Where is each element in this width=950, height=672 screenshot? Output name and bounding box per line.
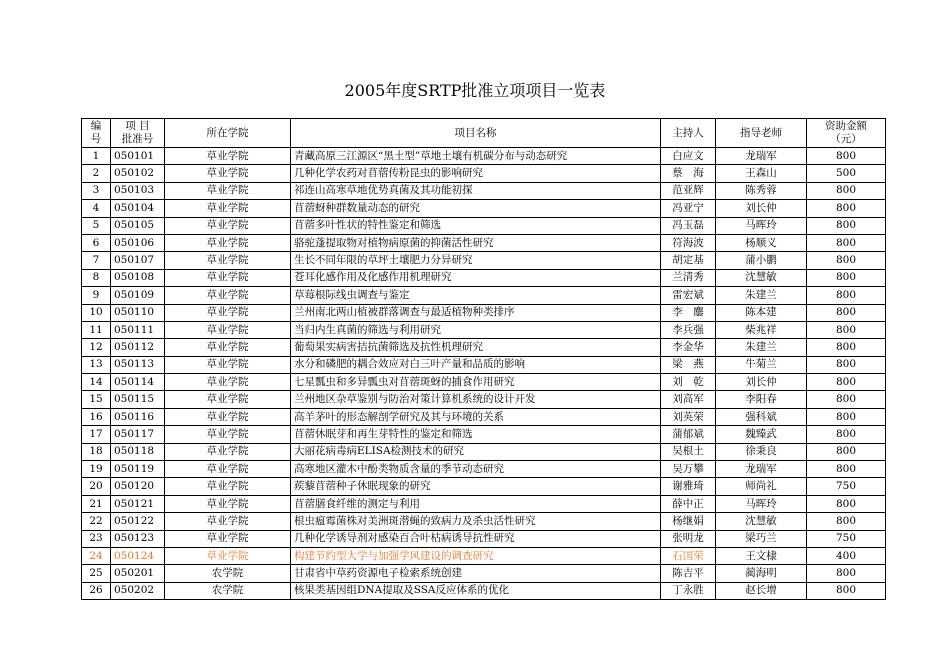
project-name: 青藏高原三江源区“黑土型”草地土壤有机碳分布与动态研究 bbox=[291, 148, 661, 165]
row-number: 22 bbox=[82, 513, 111, 530]
advisor-name: 牛菊兰 bbox=[716, 356, 807, 373]
advisor-name: 沈慧敏 bbox=[716, 513, 807, 530]
advisor-name: 陈秀蓉 bbox=[716, 182, 807, 199]
fund-amount: 800 bbox=[807, 200, 886, 217]
project-leader: 谢雅琦 bbox=[661, 478, 716, 495]
project-name: 葡萄果实病害拮抗菌筛选及抗性机理研究 bbox=[291, 339, 661, 356]
project-name: 当归内生真菌的筛选与利用研究 bbox=[291, 321, 661, 338]
advisor-name: 刘长仲 bbox=[716, 200, 807, 217]
college-name: 草业学院 bbox=[165, 461, 291, 478]
table-header-row bbox=[82, 119, 886, 148]
table-row bbox=[82, 321, 886, 338]
project-leader: 刘高军 bbox=[661, 391, 716, 408]
fund-amount: 800 bbox=[807, 391, 886, 408]
row-number: 4 bbox=[82, 200, 111, 217]
project-leader: 吴万攀 bbox=[661, 461, 716, 478]
approval-code: 050117 bbox=[111, 426, 165, 443]
table-row bbox=[82, 148, 886, 165]
table-row bbox=[82, 547, 886, 564]
advisor-name: 柴兆祥 bbox=[716, 321, 807, 338]
approval-code: 050112 bbox=[111, 339, 165, 356]
table-row bbox=[82, 513, 886, 530]
row-number: 9 bbox=[82, 287, 111, 304]
advisor-name: 魏臻武 bbox=[716, 426, 807, 443]
advisor-name: 马晖玲 bbox=[716, 217, 807, 234]
fund-amount: 800 bbox=[807, 356, 886, 373]
advisor-name: 刘长仲 bbox=[716, 374, 807, 391]
table-row bbox=[82, 374, 886, 391]
advisor-name: 蒲小鹏 bbox=[716, 252, 807, 269]
college-name: 草业学院 bbox=[165, 148, 291, 165]
table-row bbox=[82, 461, 886, 478]
college-name: 草业学院 bbox=[165, 391, 291, 408]
project-leader: 范亚辉 bbox=[661, 182, 716, 199]
header-fund: 资助金额 （元） bbox=[807, 119, 886, 148]
fund-amount: 800 bbox=[807, 339, 886, 356]
college-name: 草业学院 bbox=[165, 426, 291, 443]
approval-code: 050113 bbox=[111, 356, 165, 373]
college-name: 草业学院 bbox=[165, 304, 291, 321]
fund-amount: 800 bbox=[807, 234, 886, 251]
advisor-name: 沈慧敏 bbox=[716, 269, 807, 286]
college-name: 草业学院 bbox=[165, 374, 291, 391]
header-project-name: 项目名称 bbox=[291, 119, 661, 148]
college-name: 草业学院 bbox=[165, 234, 291, 251]
table-row bbox=[82, 408, 886, 425]
project-name: 七星瓢虫和多异瓢虫对苜蓿斑蚜的捕食作用研究 bbox=[291, 374, 661, 391]
header-no: 编 号 bbox=[82, 119, 111, 148]
approval-code: 050115 bbox=[111, 391, 165, 408]
row-number: 7 bbox=[82, 252, 111, 269]
fund-amount: 800 bbox=[807, 513, 886, 530]
fund-amount: 800 bbox=[807, 374, 886, 391]
row-number: 20 bbox=[82, 478, 111, 495]
project-name: 几种化学诱导剂对感染百合叶枯病诱导抗性研究 bbox=[291, 530, 661, 547]
project-leader: 刘 乾 bbox=[661, 374, 716, 391]
project-name: 构建节约型大学与加强学风建设的调查研究 bbox=[291, 547, 661, 564]
approval-code: 050201 bbox=[111, 565, 165, 582]
header-leader: 主持人 bbox=[661, 119, 716, 148]
project-leader: 吴根土 bbox=[661, 443, 716, 460]
page-title: 2005年度SRTP批准立项项目一览表 bbox=[344, 81, 606, 100]
approval-code: 050124 bbox=[111, 547, 165, 564]
fund-amount: 800 bbox=[807, 426, 886, 443]
row-number: 25 bbox=[82, 565, 111, 582]
project-name: 生长不同年限的草坪土壤肥力分异研究 bbox=[291, 252, 661, 269]
table-row bbox=[82, 287, 886, 304]
row-number: 10 bbox=[82, 304, 111, 321]
table-row bbox=[82, 269, 886, 286]
row-number: 6 bbox=[82, 234, 111, 251]
project-leader: 李兵强 bbox=[661, 321, 716, 338]
advisor-name: 马晖玲 bbox=[716, 495, 807, 512]
college-name: 农学院 bbox=[165, 565, 291, 582]
row-number: 19 bbox=[82, 461, 111, 478]
header-college: 所在学院 bbox=[165, 119, 291, 148]
project-leader: 杨继娟 bbox=[661, 513, 716, 530]
fund-amount: 750 bbox=[807, 478, 886, 495]
project-leader: 丁永胜 bbox=[661, 582, 716, 599]
fund-amount: 800 bbox=[807, 321, 886, 338]
project-name: 祁连山高寒草地优势真菌及其功能初探 bbox=[291, 182, 661, 199]
approval-code: 050106 bbox=[111, 234, 165, 251]
project-leader: 蒲郁斌 bbox=[661, 426, 716, 443]
approval-code: 050108 bbox=[111, 269, 165, 286]
college-name: 草业学院 bbox=[165, 530, 291, 547]
row-number: 2 bbox=[82, 165, 111, 182]
project-name: 高羊茅叶的形态解剖学研究及其与环境的关系 bbox=[291, 408, 661, 425]
table-row bbox=[82, 426, 886, 443]
table-row bbox=[82, 234, 886, 251]
row-number: 26 bbox=[82, 582, 111, 599]
college-name: 草业学院 bbox=[165, 408, 291, 425]
project-leader: 梁 燕 bbox=[661, 356, 716, 373]
fund-amount: 800 bbox=[807, 565, 886, 582]
row-number: 1 bbox=[82, 148, 111, 165]
advisor-name: 赵长增 bbox=[716, 582, 807, 599]
fund-amount: 400 bbox=[807, 547, 886, 564]
approval-code: 050118 bbox=[111, 443, 165, 460]
college-name: 草业学院 bbox=[165, 200, 291, 217]
row-number: 24 bbox=[82, 547, 111, 564]
project-leader: 陈吉平 bbox=[661, 565, 716, 582]
row-number: 11 bbox=[82, 321, 111, 338]
advisor-name: 龙瑞军 bbox=[716, 148, 807, 165]
project-leader: 兰清秀 bbox=[661, 269, 716, 286]
advisor-name: 王森山 bbox=[716, 165, 807, 182]
table-row bbox=[82, 582, 886, 599]
project-name: 兰州地区杂草鉴别与防治对策计算机系统的设计开发 bbox=[291, 391, 661, 408]
approval-code: 050104 bbox=[111, 200, 165, 217]
approval-code: 050109 bbox=[111, 287, 165, 304]
fund-amount: 800 bbox=[807, 217, 886, 234]
college-name: 草业学院 bbox=[165, 269, 291, 286]
row-number: 17 bbox=[82, 426, 111, 443]
table-row bbox=[82, 565, 886, 582]
advisor-name: 杨顺义 bbox=[716, 234, 807, 251]
project-name: 水分和磷肥的耦合效应对白三叶产量和品质的影响 bbox=[291, 356, 661, 373]
row-number: 23 bbox=[82, 530, 111, 547]
project-leader: 蔡 海 bbox=[661, 165, 716, 182]
table-row bbox=[82, 339, 886, 356]
college-name: 草业学院 bbox=[165, 217, 291, 234]
project-name: 兰州南北两山植被群落调查与最适植物种类排序 bbox=[291, 304, 661, 321]
table-row bbox=[82, 478, 886, 495]
row-number: 18 bbox=[82, 443, 111, 460]
approval-code: 050105 bbox=[111, 217, 165, 234]
college-name: 草业学院 bbox=[165, 252, 291, 269]
advisor-name: 强科斌 bbox=[716, 408, 807, 425]
fund-amount: 800 bbox=[807, 182, 886, 199]
fund-amount: 800 bbox=[807, 269, 886, 286]
approval-code: 050102 bbox=[111, 165, 165, 182]
approval-code: 050120 bbox=[111, 478, 165, 495]
advisor-name: 朱建兰 bbox=[716, 339, 807, 356]
project-name: 草莓根际线虫调查与鉴定 bbox=[291, 287, 661, 304]
college-name: 草业学院 bbox=[165, 513, 291, 530]
fund-amount: 800 bbox=[807, 582, 886, 599]
advisor-name: 龙瑞军 bbox=[716, 461, 807, 478]
project-name: 蒺藜苜蓿种子休眠现象的研究 bbox=[291, 478, 661, 495]
fund-amount: 800 bbox=[807, 495, 886, 512]
fund-amount: 800 bbox=[807, 148, 886, 165]
college-name: 草业学院 bbox=[165, 478, 291, 495]
approval-code: 050114 bbox=[111, 374, 165, 391]
project-leader: 李 鏖 bbox=[661, 304, 716, 321]
project-name: 几种化学农药对苜蓿传粉昆虫的影响研究 bbox=[291, 165, 661, 182]
table-row bbox=[82, 252, 886, 269]
project-name: 苜蓿蚜种群数量动态的研究 bbox=[291, 200, 661, 217]
project-leader: 李金华 bbox=[661, 339, 716, 356]
row-number: 15 bbox=[82, 391, 111, 408]
table-row bbox=[82, 356, 886, 373]
approval-code: 050202 bbox=[111, 582, 165, 599]
header-advisor: 指导老师 bbox=[716, 119, 807, 148]
approval-code: 050101 bbox=[111, 148, 165, 165]
row-number: 21 bbox=[82, 495, 111, 512]
project-name: 核果类基因组DNA提取及SSA反应体系的优化 bbox=[291, 582, 661, 599]
approval-code: 050111 bbox=[111, 321, 165, 338]
approval-code: 050122 bbox=[111, 513, 165, 530]
approval-code: 050107 bbox=[111, 252, 165, 269]
project-leader: 雷宏斌 bbox=[661, 287, 716, 304]
row-number: 13 bbox=[82, 356, 111, 373]
college-name: 农学院 bbox=[165, 582, 291, 599]
table-row bbox=[82, 182, 886, 199]
project-name: 骆驼蓬提取物对植物病原菌的抑菌活性研究 bbox=[291, 234, 661, 251]
row-number: 5 bbox=[82, 217, 111, 234]
row-number: 16 bbox=[82, 408, 111, 425]
table-row bbox=[82, 304, 886, 321]
fund-amount: 800 bbox=[807, 304, 886, 321]
fund-amount: 800 bbox=[807, 443, 886, 460]
college-name: 草业学院 bbox=[165, 182, 291, 199]
fund-amount: 500 bbox=[807, 165, 886, 182]
approval-code: 050103 bbox=[111, 182, 165, 199]
college-name: 草业学院 bbox=[165, 287, 291, 304]
table-row bbox=[82, 165, 886, 182]
advisor-name: 师尚礼 bbox=[716, 478, 807, 495]
project-leader: 冯玉磊 bbox=[661, 217, 716, 234]
project-leader: 胡定基 bbox=[661, 252, 716, 269]
row-number: 14 bbox=[82, 374, 111, 391]
project-leader: 张明龙 bbox=[661, 530, 716, 547]
project-name: 甘肃省中草药资源电子检索系统创建 bbox=[291, 565, 661, 582]
srtp-project-table bbox=[81, 118, 886, 600]
college-name: 草业学院 bbox=[165, 165, 291, 182]
fund-amount: 800 bbox=[807, 252, 886, 269]
project-name: 苜蓿休眠芽和再生芽特性的鉴定和筛选 bbox=[291, 426, 661, 443]
fund-amount: 800 bbox=[807, 287, 886, 304]
project-leader: 白应文 bbox=[661, 148, 716, 165]
project-name: 高寒地区灌木中酚类物质含量的季节动态研究 bbox=[291, 461, 661, 478]
advisor-name: 朱建兰 bbox=[716, 287, 807, 304]
approval-code: 050121 bbox=[111, 495, 165, 512]
table-row bbox=[82, 391, 886, 408]
row-number: 12 bbox=[82, 339, 111, 356]
project-name: 大丽花病毒病ELISA检测技术的研究 bbox=[291, 443, 661, 460]
table-row bbox=[82, 200, 886, 217]
advisor-name: 王文棣 bbox=[716, 547, 807, 564]
approval-code: 050123 bbox=[111, 530, 165, 547]
advisor-name: 蔺海明 bbox=[716, 565, 807, 582]
table-row bbox=[82, 443, 886, 460]
project-leader: 石国荣 bbox=[661, 547, 716, 564]
row-number: 3 bbox=[82, 182, 111, 199]
advisor-name: 徐秉良 bbox=[716, 443, 807, 460]
table-row bbox=[82, 217, 886, 234]
row-number: 8 bbox=[82, 269, 111, 286]
college-name: 草业学院 bbox=[165, 356, 291, 373]
advisor-name: 陈本建 bbox=[716, 304, 807, 321]
advisor-name: 李阳春 bbox=[716, 391, 807, 408]
fund-amount: 800 bbox=[807, 461, 886, 478]
college-name: 草业学院 bbox=[165, 339, 291, 356]
project-leader: 刘英荣 bbox=[661, 408, 716, 425]
table-row bbox=[82, 495, 886, 512]
fund-amount: 800 bbox=[807, 408, 886, 425]
approval-code: 050119 bbox=[111, 461, 165, 478]
project-name: 苜蓿膳食纤维的测定与利用 bbox=[291, 495, 661, 512]
approval-code: 050116 bbox=[111, 408, 165, 425]
approval-code: 050110 bbox=[111, 304, 165, 321]
project-name: 苍耳化感作用及化感作用机理研究 bbox=[291, 269, 661, 286]
table-row bbox=[82, 530, 886, 547]
college-name: 草业学院 bbox=[165, 321, 291, 338]
project-name: 苜蓿多叶性状的特性鉴定和筛选 bbox=[291, 217, 661, 234]
project-name: 根虫瘟霉菌株对美洲斑潜蝇的致病力及杀虫活性研究 bbox=[291, 513, 661, 530]
college-name: 草业学院 bbox=[165, 547, 291, 564]
header-code: 项 目 批准号 bbox=[111, 119, 165, 148]
fund-amount: 750 bbox=[807, 530, 886, 547]
project-leader: 薛中正 bbox=[661, 495, 716, 512]
college-name: 草业学院 bbox=[165, 443, 291, 460]
advisor-name: 梁巧兰 bbox=[716, 530, 807, 547]
project-leader: 符海波 bbox=[661, 234, 716, 251]
project-leader: 冯亚宁 bbox=[661, 200, 716, 217]
college-name: 草业学院 bbox=[165, 495, 291, 512]
